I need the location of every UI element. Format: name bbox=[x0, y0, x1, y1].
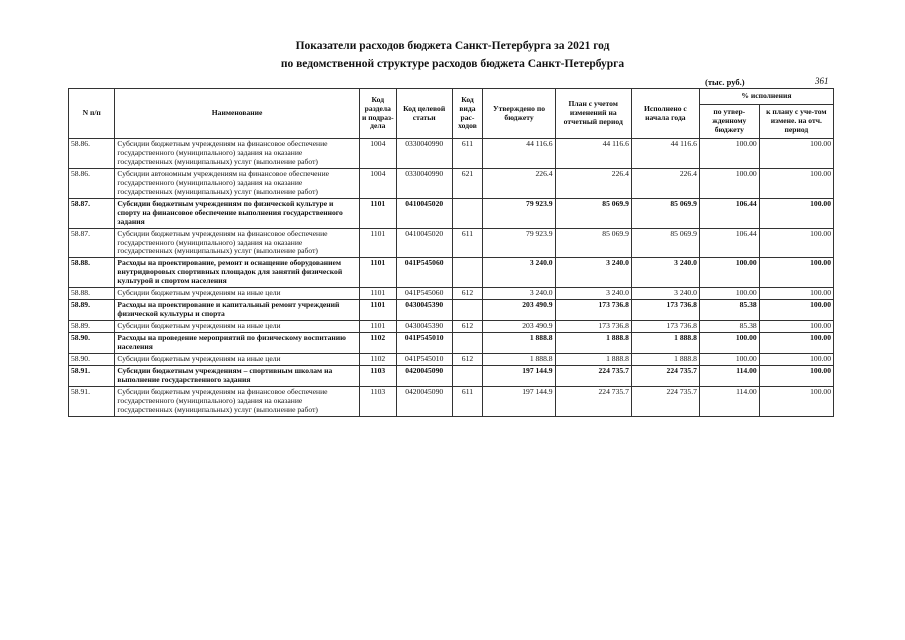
row-pct-approved: 100.00 bbox=[699, 139, 759, 169]
row-pct-plan: 100.00 bbox=[759, 168, 833, 198]
table-row bbox=[69, 386, 834, 416]
row-number: 58.89. bbox=[69, 300, 115, 321]
row-approved: 197 144.9 bbox=[483, 386, 555, 416]
row-section-code: 1103 bbox=[359, 386, 396, 416]
table-row bbox=[69, 365, 834, 386]
row-kind-code bbox=[452, 258, 483, 288]
row-section-code: 1101 bbox=[359, 228, 396, 258]
row-target-code: 0410045020 bbox=[396, 198, 452, 228]
row-pct-approved: 106.44 bbox=[699, 228, 759, 258]
row-section-code: 1103 bbox=[359, 365, 396, 386]
report-title: Показатели расходов бюджета Санкт-Петербурга за 2021 год bbox=[295, 40, 610, 52]
row-pct-approved: 85.38 bbox=[699, 321, 759, 333]
row-target-code: 0420045090 bbox=[396, 386, 452, 416]
row-kind-code bbox=[452, 198, 483, 228]
row-name: Расходы на проектирование и капитальный ремонт учреждений физической культуры и спорта bbox=[115, 300, 359, 321]
row-section-code: 1101 bbox=[359, 321, 396, 333]
row-target-code: 041P545010 bbox=[396, 354, 452, 366]
row-pct-plan: 100.00 bbox=[759, 288, 833, 300]
row-approved: 1 888.8 bbox=[483, 333, 555, 354]
report-subtitle: по ведомственной структуре расходов бюджета Санкт-Петербурга bbox=[280, 58, 625, 70]
row-pct-plan: 100.00 bbox=[759, 354, 833, 366]
row-name: Субсидии бюджетным учреждениям на финансовое обеспечение государственного (муниципального) задания на оказание государственных (муниципальных) услуг (выполнение работ) bbox=[115, 228, 359, 258]
row-number: 58.86. bbox=[69, 168, 115, 198]
row-plan: 224 735.7 bbox=[555, 386, 631, 416]
row-name: Субсидии бюджетным учреждениям – спортивным школам на выполнение государственного задания bbox=[115, 365, 359, 386]
row-section-code: 1101 bbox=[359, 198, 396, 228]
row-number: 58.87. bbox=[69, 228, 115, 258]
row-name: Субсидии бюджетным учреждениям на финансовое обеспечение государственного (муниципального) задания на оказание государственных (муниципальных) услуг (выполнение работ) bbox=[115, 139, 359, 169]
row-name: Субсидии бюджетным учреждениям на иные цели bbox=[115, 288, 359, 300]
row-pct-approved: 100.00 bbox=[699, 333, 759, 354]
units-label: (тыс. руб.) bbox=[705, 77, 745, 87]
row-pct-plan: 100.00 bbox=[759, 365, 833, 386]
row-approved: 79 923.9 bbox=[483, 198, 555, 228]
row-pct-plan: 100.00 bbox=[759, 321, 833, 333]
row-kind-code: 611 bbox=[452, 139, 483, 169]
row-executed: 1 888.8 bbox=[631, 354, 699, 366]
row-plan: 226.4 bbox=[555, 168, 631, 198]
row-plan: 3 240.0 bbox=[555, 288, 631, 300]
row-kind-code bbox=[452, 365, 483, 386]
col-header-plan: План с учетом изменений на отчетный период bbox=[555, 89, 631, 139]
table-row bbox=[69, 333, 834, 354]
row-target-code: 0330040990 bbox=[396, 139, 452, 169]
row-pct-plan: 100.00 bbox=[759, 139, 833, 169]
row-approved: 197 144.9 bbox=[483, 365, 555, 386]
row-pct-approved: 100.00 bbox=[699, 168, 759, 198]
row-number: 58.90. bbox=[69, 333, 115, 354]
row-kind-code: 611 bbox=[452, 228, 483, 258]
row-section-code: 1004 bbox=[359, 139, 396, 169]
row-pct-approved: 85.38 bbox=[699, 300, 759, 321]
row-number: 58.89. bbox=[69, 321, 115, 333]
row-number: 58.87. bbox=[69, 198, 115, 228]
row-target-code: 0430045390 bbox=[396, 321, 452, 333]
row-name: Субсидии автономным учреждениям на финансовое обеспечение государственного (муниципального) задания на оказание государственных (муниципальных) услуг (выполнение работ) bbox=[115, 168, 359, 198]
row-executed: 44 116.6 bbox=[631, 139, 699, 169]
row-section-code: 1102 bbox=[359, 333, 396, 354]
row-target-code: 0330040990 bbox=[396, 168, 452, 198]
col-header-kind: Код вида рас-ходов bbox=[452, 89, 483, 139]
row-plan: 3 240.0 bbox=[555, 258, 631, 288]
table-row bbox=[69, 139, 834, 169]
row-target-code: 0430045390 bbox=[396, 300, 452, 321]
row-target-code: 041P545010 bbox=[396, 333, 452, 354]
row-name: Расходы на проведение мероприятий по физическому воспитанию населения bbox=[115, 333, 359, 354]
row-target-code: 041P545060 bbox=[396, 288, 452, 300]
row-target-code: 041P545060 bbox=[396, 258, 452, 288]
row-executed: 226.4 bbox=[631, 168, 699, 198]
row-pct-plan: 100.00 bbox=[759, 333, 833, 354]
row-plan: 85 069.9 bbox=[555, 228, 631, 258]
row-plan: 1 888.8 bbox=[555, 354, 631, 366]
table-row bbox=[69, 198, 834, 228]
col-header-pct-plan: к плану с уче-том измене. на отч. период bbox=[759, 105, 833, 139]
row-pct-approved: 106.44 bbox=[699, 198, 759, 228]
row-pct-approved: 114.00 bbox=[699, 365, 759, 386]
row-executed: 173 736.8 bbox=[631, 321, 699, 333]
row-section-code: 1101 bbox=[359, 258, 396, 288]
row-executed: 224 735.7 bbox=[631, 386, 699, 416]
row-kind-code bbox=[452, 333, 483, 354]
row-pct-plan: 100.00 bbox=[759, 300, 833, 321]
row-executed: 3 240.0 bbox=[631, 288, 699, 300]
row-kind-code: 612 bbox=[452, 354, 483, 366]
row-plan: 1 888.8 bbox=[555, 333, 631, 354]
table-row bbox=[69, 321, 834, 333]
row-number: 58.91. bbox=[69, 386, 115, 416]
row-number: 58.91. bbox=[69, 365, 115, 386]
table-row bbox=[69, 168, 834, 198]
row-approved: 203 490.9 bbox=[483, 300, 555, 321]
row-approved: 3 240.0 bbox=[483, 288, 555, 300]
row-approved: 203 490.9 bbox=[483, 321, 555, 333]
row-approved: 3 240.0 bbox=[483, 258, 555, 288]
row-pct-approved: 100.00 bbox=[699, 258, 759, 288]
row-section-code: 1102 bbox=[359, 354, 396, 366]
row-number: 58.88. bbox=[69, 258, 115, 288]
col-header-executed: Исполнено с начала года bbox=[631, 89, 699, 139]
row-name: Субсидии бюджетным учреждениям на иные цели bbox=[115, 354, 359, 366]
row-section-code: 1004 bbox=[359, 168, 396, 198]
row-target-code: 0410045020 bbox=[396, 228, 452, 258]
row-kind-code: 621 bbox=[452, 168, 483, 198]
table-row bbox=[69, 288, 834, 300]
row-approved: 79 923.9 bbox=[483, 228, 555, 258]
col-header-name: Наименование bbox=[115, 89, 359, 139]
row-name: Субсидии бюджетным учреждениям на финансовое обеспечение государственного (муниципального) задания на оказание государственных (муниципальных) услуг (выполнение работ) bbox=[115, 386, 359, 416]
col-header-target: Код целевой статьи bbox=[396, 89, 452, 139]
col-header-pct-group: % исполнения bbox=[699, 89, 833, 105]
row-section-code: 1101 bbox=[359, 300, 396, 321]
row-approved: 44 116.6 bbox=[483, 139, 555, 169]
row-pct-approved: 100.00 bbox=[699, 288, 759, 300]
row-section-code: 1101 bbox=[359, 288, 396, 300]
table-row bbox=[69, 258, 834, 288]
row-name: Расходы на проектирование, ремонт и оснащение оборудованием внутридворовых спортивных площадок для занятий физической культурой и спортом населения bbox=[115, 258, 359, 288]
table-row bbox=[69, 354, 834, 366]
row-approved: 1 888.8 bbox=[483, 354, 555, 366]
col-header-approved: Утверждено по бюджету bbox=[483, 89, 555, 139]
row-plan: 44 116.6 bbox=[555, 139, 631, 169]
row-pct-approved: 100.00 bbox=[699, 354, 759, 366]
row-plan: 224 735.7 bbox=[555, 365, 631, 386]
row-executed: 85 069.9 bbox=[631, 198, 699, 228]
row-executed: 1 888.8 bbox=[631, 333, 699, 354]
row-pct-approved: 114.00 bbox=[699, 386, 759, 416]
row-kind-code: 611 bbox=[452, 386, 483, 416]
row-executed: 3 240.0 bbox=[631, 258, 699, 288]
row-pct-plan: 100.00 bbox=[759, 198, 833, 228]
page-number: 361 bbox=[815, 76, 829, 86]
row-approved: 226.4 bbox=[483, 168, 555, 198]
col-header-num: N п/п bbox=[69, 89, 115, 139]
row-pct-plan: 100.00 bbox=[759, 258, 833, 288]
row-number: 58.86. bbox=[69, 139, 115, 169]
row-number: 58.90. bbox=[69, 354, 115, 366]
row-executed: 85 069.9 bbox=[631, 228, 699, 258]
row-pct-plan: 100.00 bbox=[759, 228, 833, 258]
row-plan: 173 736.8 bbox=[555, 300, 631, 321]
row-target-code: 0420045090 bbox=[396, 365, 452, 386]
expenditure-table bbox=[68, 88, 834, 417]
row-kind-code: 612 bbox=[452, 321, 483, 333]
col-header-pct-approved: по утвер-жденному бюджету bbox=[699, 105, 759, 139]
table-row bbox=[69, 228, 834, 258]
col-header-section: Код раздела и подраз-дела bbox=[359, 89, 396, 139]
row-name: Субсидии бюджетным учреждениям по физической культуре и спорту на финансовое обеспечение выполнения государственного задания bbox=[115, 198, 359, 228]
row-name: Субсидии бюджетным учреждениям на иные цели bbox=[115, 321, 359, 333]
row-plan: 85 069.9 bbox=[555, 198, 631, 228]
row-pct-plan: 100.00 bbox=[759, 386, 833, 416]
row-kind-code: 612 bbox=[452, 288, 483, 300]
row-executed: 173 736.8 bbox=[631, 300, 699, 321]
row-executed: 224 735.7 bbox=[631, 365, 699, 386]
row-number: 58.88. bbox=[69, 288, 115, 300]
row-plan: 173 736.8 bbox=[555, 321, 631, 333]
row-kind-code bbox=[452, 300, 483, 321]
table-row bbox=[69, 300, 834, 321]
